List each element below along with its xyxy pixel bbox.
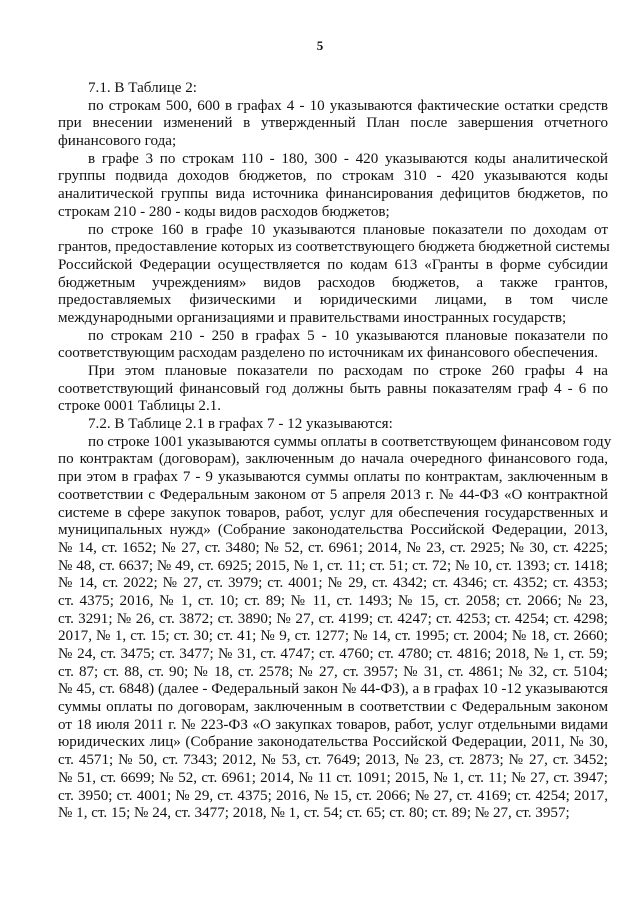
text-line: системе в сфере закупок товаров, работ, услуг для обеспечения государственных и — [58, 504, 608, 521]
text-line: № 14, ст. 2022; № 27, ст. 3979; ст. 4001; № 29, ст. 4342; ст. 4346; ст. 4352; ст. 4353; — [58, 575, 608, 592]
text-line: Российской Федерации осуществляется по кодам 613 «Гранты в форме субсидии — [58, 256, 608, 273]
paragraph — [58, 363, 608, 416]
paragraph — [58, 97, 608, 151]
text-line: ст. 3950; ст. 4001; № 29, ст. 4375; 2016, № 15, ст. 2066; № 27, ст. 4169; ст. 4254; 2017, — [58, 787, 608, 804]
paragraph — [58, 150, 608, 222]
text-line: в графе 3 по строкам 110 - 180, 300 - 420 указываются коды аналитической — [88, 150, 608, 167]
text-line: № 14, ст. 1652; № 27, ст. 3480; № 52, ст. 6961; 2014, № 23, ст. 2925; № 30, ст. 4225; — [58, 539, 608, 556]
paragraph — [88, 416, 608, 434]
text-line: предоставляемых физическими и юридическими лицами, в том числе — [58, 292, 608, 309]
text-line: строке 0001 Таблицы 2.1. — [58, 398, 222, 415]
text-line: суммы оплаты по договорам, заключенным в соответствии с Федеральным законом — [58, 699, 608, 716]
text-line: финансового года; — [58, 133, 177, 150]
text-line: 7.2. В Таблице 2.1 в графах 7 - 12 указываются: — [88, 416, 393, 433]
text-line: при этом в графах 7 - 9 указываются суммы оплаты по контрактам, заключенным в — [58, 469, 608, 486]
paragraph — [58, 327, 608, 363]
text-line: № 51, ст. 6699; № 52, ст. 6961; 2014, № 11 ст. 1091; 2015, № 1, ст. 11; № 27, ст. 3947; — [58, 769, 608, 786]
text-line: по контрактам (договорам), заключенным до начала очередного финансового года, — [58, 451, 608, 468]
text-line: от 18 июля 2011 г. № 223-ФЗ «О закупках товаров, работ, услуг отдельными видами — [58, 716, 608, 733]
text-line: соответствующий финансовый год должны быть равны показателям граф 4 - 6 по — [58, 380, 608, 397]
text-line: ст. 87; ст. 88, ст. 90; № 18, ст. 2578; № 27, ст. 3957; № 31, ст. 4861; № 32, ст. 5104; — [58, 663, 608, 680]
text-line: ст. 3291; № 26, ст. 3872; ст. 3890; № 27, ст. 4199; ст. 4247; ст. 4253; ст. 4254; ст. 4298; — [58, 610, 608, 627]
text-line: при внесении изменений в утвержденный План после завершения отчетного — [58, 115, 608, 132]
paragraph — [58, 433, 612, 823]
text-line: аналитической группы вида источника финансирования дефицитов бюджетов, по — [58, 186, 608, 203]
text-line: муниципальных нужд» (Собрание законодательства Российской Федерации, 2013, — [58, 522, 608, 539]
text-line: ст. 4375; 2016, № 1, ст. 10; ст. 89; № 11, ст. 1493; № 15, ст. 2058; ст. 2066; № 23, — [58, 592, 608, 609]
paragraph — [88, 80, 608, 98]
text-line: юридических лиц» (Собрание законодательства Российской Федерации, 2011, № 30, — [58, 734, 608, 751]
text-line: 7.1. В Таблице 2: — [88, 80, 198, 96]
text-line: № 24, ст. 3475; ст. 3477; № 31, ст. 4747; ст. 4760; ст. 4780; ст. 4816; 2018, № 1, ст. 59; — [58, 646, 608, 662]
text-line: соответствии с Федеральным законом от 5 апреля 2013 г. № 44-ФЗ «О контрактной — [58, 486, 608, 503]
document-body — [58, 80, 612, 823]
text-line: по строкам 500, 600 в графах 4 - 10 указываются фактические остатки средств — [88, 97, 608, 114]
text-line: грантов, предоставление которых из соответствующего бюджета бюджетной системы — [58, 239, 610, 256]
page-number: 5 — [316, 38, 324, 53]
text-line: группы подвида доходов бюджетов, по строкам 310 - 420 указываются коды — [58, 168, 608, 185]
text-line: 2017, № 1, ст. 15; ст. 30; ст. 41; № 9, ст. 1277; № 14, ст. 1995; ст. 2004; № 18, ст. 2660; — [58, 628, 608, 645]
text-line: № 1, ст. 15; № 24, ст. 3477; 2018, № 1, ст. 54; ст. 65; ст. 80; ст. 89; № 27, ст. 3957; — [58, 805, 570, 822]
text-line: ст. 4571; № 50, ст. 7343; 2012, № 53, ст. 7649; 2013, № 23, ст. 2873; № 27, ст. 3452; — [58, 752, 608, 769]
text-line: бюджетным учреждениям» видов расходов бюджетов, а также грантов, — [58, 274, 608, 291]
text-line: по строке 160 в графе 10 указываются плановые показатели по доходам от — [88, 221, 608, 238]
text-line: строкам 210 - 280 - коды видов расходов бюджетов; — [58, 203, 390, 220]
text-line: При этом плановые показатели по расходам по строке 260 графы 4 на — [88, 363, 608, 379]
text-line: соответствующим расходам разделено по источникам их финансового обеспечения. — [58, 345, 598, 362]
paragraph — [58, 221, 610, 328]
text-line: международными организациями и правительствами иностранных государств; — [58, 309, 567, 326]
text-line: по строкам 210 - 250 в графах 5 - 10 указываются плановые показатели по — [88, 327, 608, 344]
text-line: № 45, ст. 6848) (далее - Федеральный закон № 44-ФЗ), а в графах 10 -12 указываются — [58, 681, 608, 698]
text-line: № 48, ст. 6637; № 49, ст. 6925; 2015, № 1, ст. 11; ст. 51; ст. 72; № 10, ст. 1393; ст. 1418; — [58, 557, 608, 574]
text-line: по строке 1001 указываются суммы оплаты в соответствующем финансовом году — [88, 433, 612, 450]
